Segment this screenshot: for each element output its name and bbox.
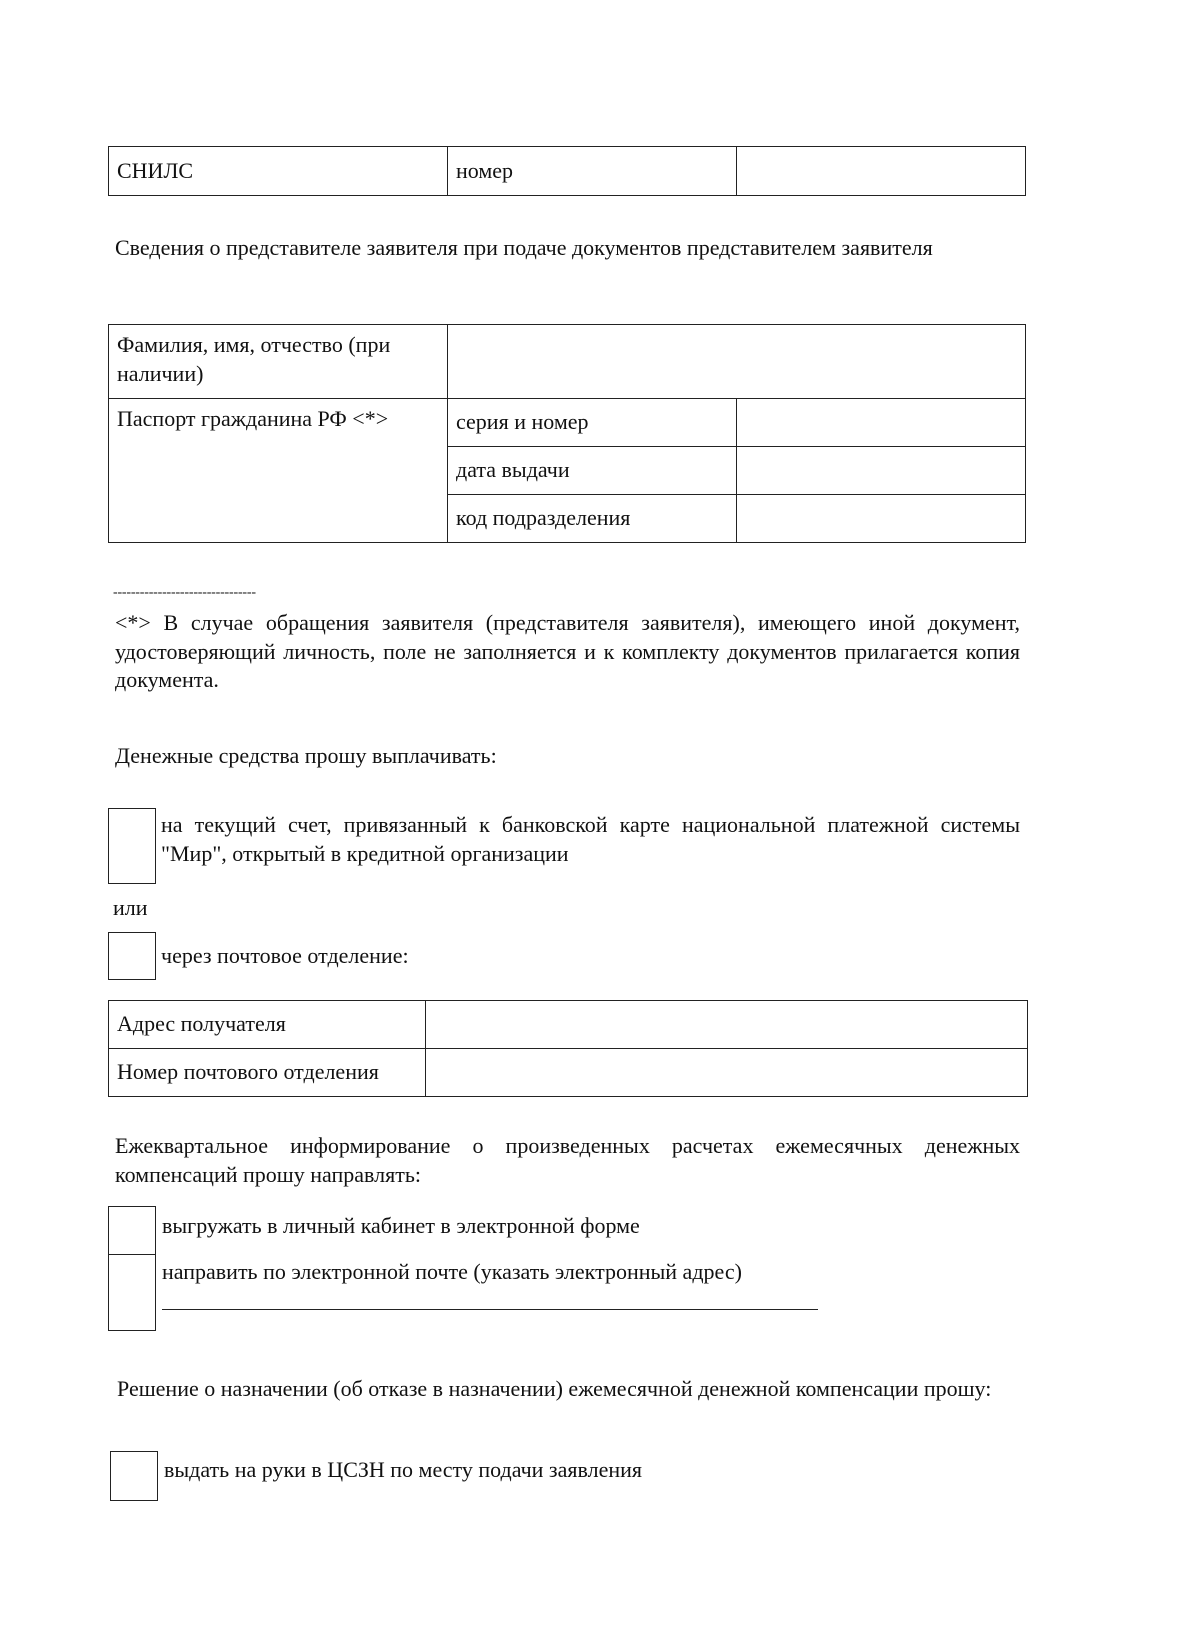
cabinet-option-label: выгружать в личный кабинет в электронной форме (162, 1213, 640, 1238)
in-person-option-checkbox[interactable] (110, 1451, 158, 1501)
recipient-address-label: Адрес получателя (109, 1001, 426, 1049)
representative-heading: Сведения о представителе заявителя при подаче документов представителем заявителя (115, 235, 933, 260)
or-label: или (113, 895, 148, 920)
decision-heading: Решение о назначении (об отказе в назначении) ежемесячной денежной компенсации прошу: (117, 1376, 992, 1401)
representative-table (108, 324, 1026, 543)
card-option-checkbox[interactable] (108, 808, 156, 884)
cabinet-option-checkbox[interactable] (108, 1206, 156, 1256)
email-address-field[interactable] (162, 1288, 818, 1308)
footnote-text: <*> В случае обращения заявителя (представителя заявителя), имеющего иной документ, удостоверяющий личность, поле не заполняется и к комплекту документов прилагается копия документа. (115, 610, 1020, 693)
card-option-label: на текущий счет, привязанный к банковской карте национальной платежной системы "Мир", открытый в кредитной организации (161, 812, 1020, 866)
snils-table (108, 146, 1026, 196)
email-address-underline (162, 1309, 818, 1310)
recipient-address-field[interactable] (426, 1001, 1028, 1049)
post-office-number-field[interactable] (426, 1049, 1028, 1097)
series-number-label: серия и номер (448, 399, 737, 447)
snils-number-field[interactable] (737, 147, 1026, 196)
email-option-label: направить по электронной почте (указать электронный адрес) (162, 1259, 742, 1284)
post-option-label: через почтовое отделение: (161, 943, 409, 968)
in-person-option-label: выдать на руки в ЦСЗН по месту подачи заявления (164, 1457, 643, 1482)
payment-heading: Денежные средства прошу выплачивать: (115, 743, 497, 768)
post-address-table (108, 1000, 1028, 1097)
snils-label: СНИЛС (109, 147, 448, 196)
department-code-field[interactable] (737, 495, 1026, 543)
post-office-number-label: Номер почтового отделения (109, 1049, 426, 1097)
full-name-label: Фамилия, имя, отчество (при наличии) (109, 325, 448, 399)
department-code-label: код подразделения (448, 495, 737, 543)
snils-number-label: номер (448, 147, 737, 196)
email-option-checkbox[interactable] (108, 1254, 156, 1331)
issue-date-field[interactable] (737, 447, 1026, 495)
issue-date-label: дата выдачи (448, 447, 737, 495)
passport-label: Паспорт гражданина РФ <*> (109, 399, 448, 543)
quarterly-info-heading: Ежеквартальное информирование о произведенных расчетах ежемесячных денежных компенсаций прошу направлять: (115, 1133, 1020, 1187)
full-name-field[interactable] (448, 325, 1026, 399)
footnote-separator: -------------------------------- (113, 585, 256, 600)
series-number-field[interactable] (737, 399, 1026, 447)
post-option-checkbox[interactable] (108, 932, 156, 980)
